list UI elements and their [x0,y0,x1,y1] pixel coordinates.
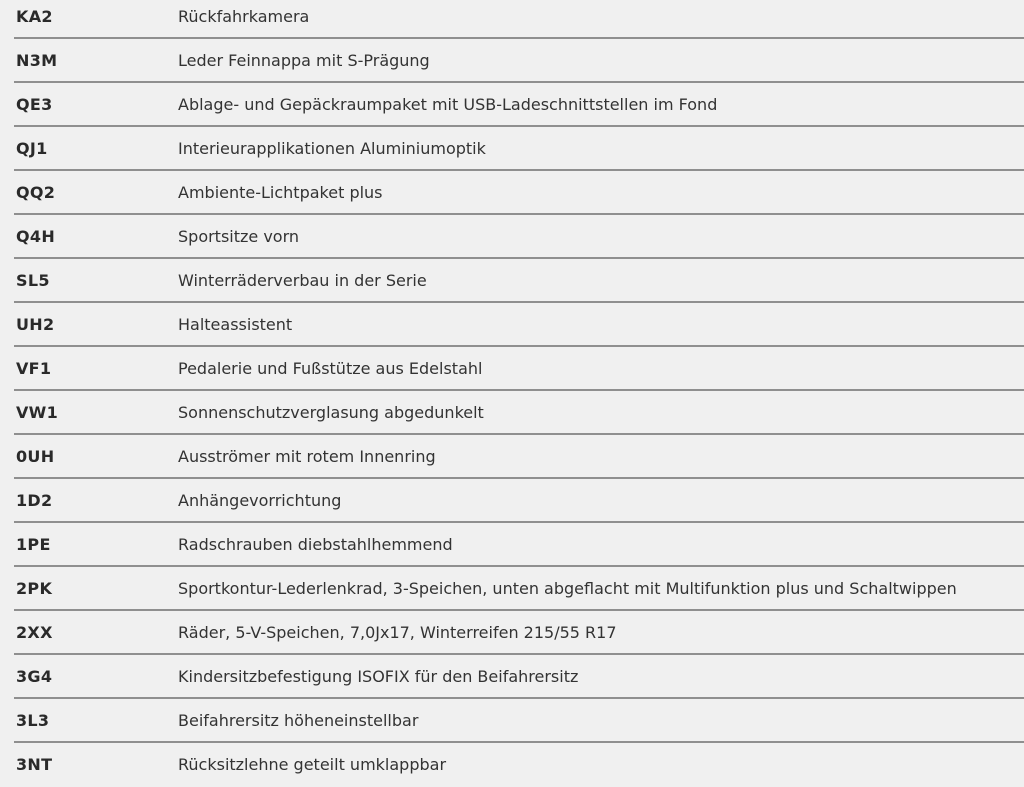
list-item [0,655,1024,699]
list-item [0,39,1024,83]
option-code: N3M [16,51,58,70]
list-item [0,479,1024,523]
option-code: 3L3 [16,711,50,730]
list-item [0,0,1024,39]
option-code: QQ2 [16,183,56,202]
option-code: SL5 [16,271,50,290]
option-code: 2PK [16,579,53,598]
option-code: 2XX [16,623,53,642]
option-code: QE3 [16,95,53,114]
list-item [0,127,1024,171]
list-item [0,347,1024,391]
option-code: VF1 [16,359,52,378]
option-code: 3G4 [16,667,53,686]
option-description: Kindersitzbefestigung ISOFIX für den Beifahrersitz [178,667,579,686]
option-description: Interieurapplikationen Aluminiumoptik [178,139,486,158]
list-item [0,435,1024,479]
list-item [0,567,1024,611]
option-description: Ablage- und Gepäckraumpaket mit USB-Ladeschnittstellen im Fond [178,95,718,114]
list-item [0,523,1024,567]
option-code: Q4H [16,227,56,246]
option-description: Sportsitze vorn [178,227,300,246]
option-description: Beifahrersitz höheneinstellbar [178,711,419,730]
list-item [0,259,1024,303]
option-description: Radschrauben diebstahlhemmend [178,535,453,554]
option-description: Halteassistent [178,315,293,334]
option-code: 0UH [16,447,55,466]
option-description: Anhängevorrichtung [178,491,342,510]
list-item [0,699,1024,743]
list-item [0,171,1024,215]
option-description: Rücksitzlehne geteilt umklappbar [178,755,447,774]
list-item [0,215,1024,259]
option-code: 1PE [16,535,51,554]
list-item [0,391,1024,435]
option-description: Ausströmer mit rotem Innenring [178,447,436,466]
list-item [0,83,1024,127]
option-description: Sportkontur-Lederlenkrad, 3-Speichen, unten abgeflacht mit Multifunktion plus und Schaltwippen [178,579,957,598]
option-description: Winterräderverbau in der Serie [178,271,427,290]
option-code: 1D2 [16,491,53,510]
option-code: KA2 [16,7,53,26]
option-code: QJ1 [16,139,48,158]
option-description: Leder Feinnappa mit S-Prägung [178,51,430,70]
option-code: 3NT [16,755,53,774]
option-code: UH2 [16,315,55,334]
option-description: Rückfahrkamera [178,7,310,26]
list-item [0,303,1024,347]
option-description: Sonnenschutzverglasung abgedunkelt [178,403,484,422]
option-code: VW1 [16,403,59,422]
list-item [0,611,1024,655]
option-description: Räder, 5-V-Speichen, 7,0Jx17, Winterreifen 215/55 R17 [178,623,617,642]
option-description: Ambiente-Lichtpaket plus [178,183,383,202]
option-description: Pedalerie und Fußstütze aus Edelstahl [178,359,483,378]
list-item [0,743,1024,787]
